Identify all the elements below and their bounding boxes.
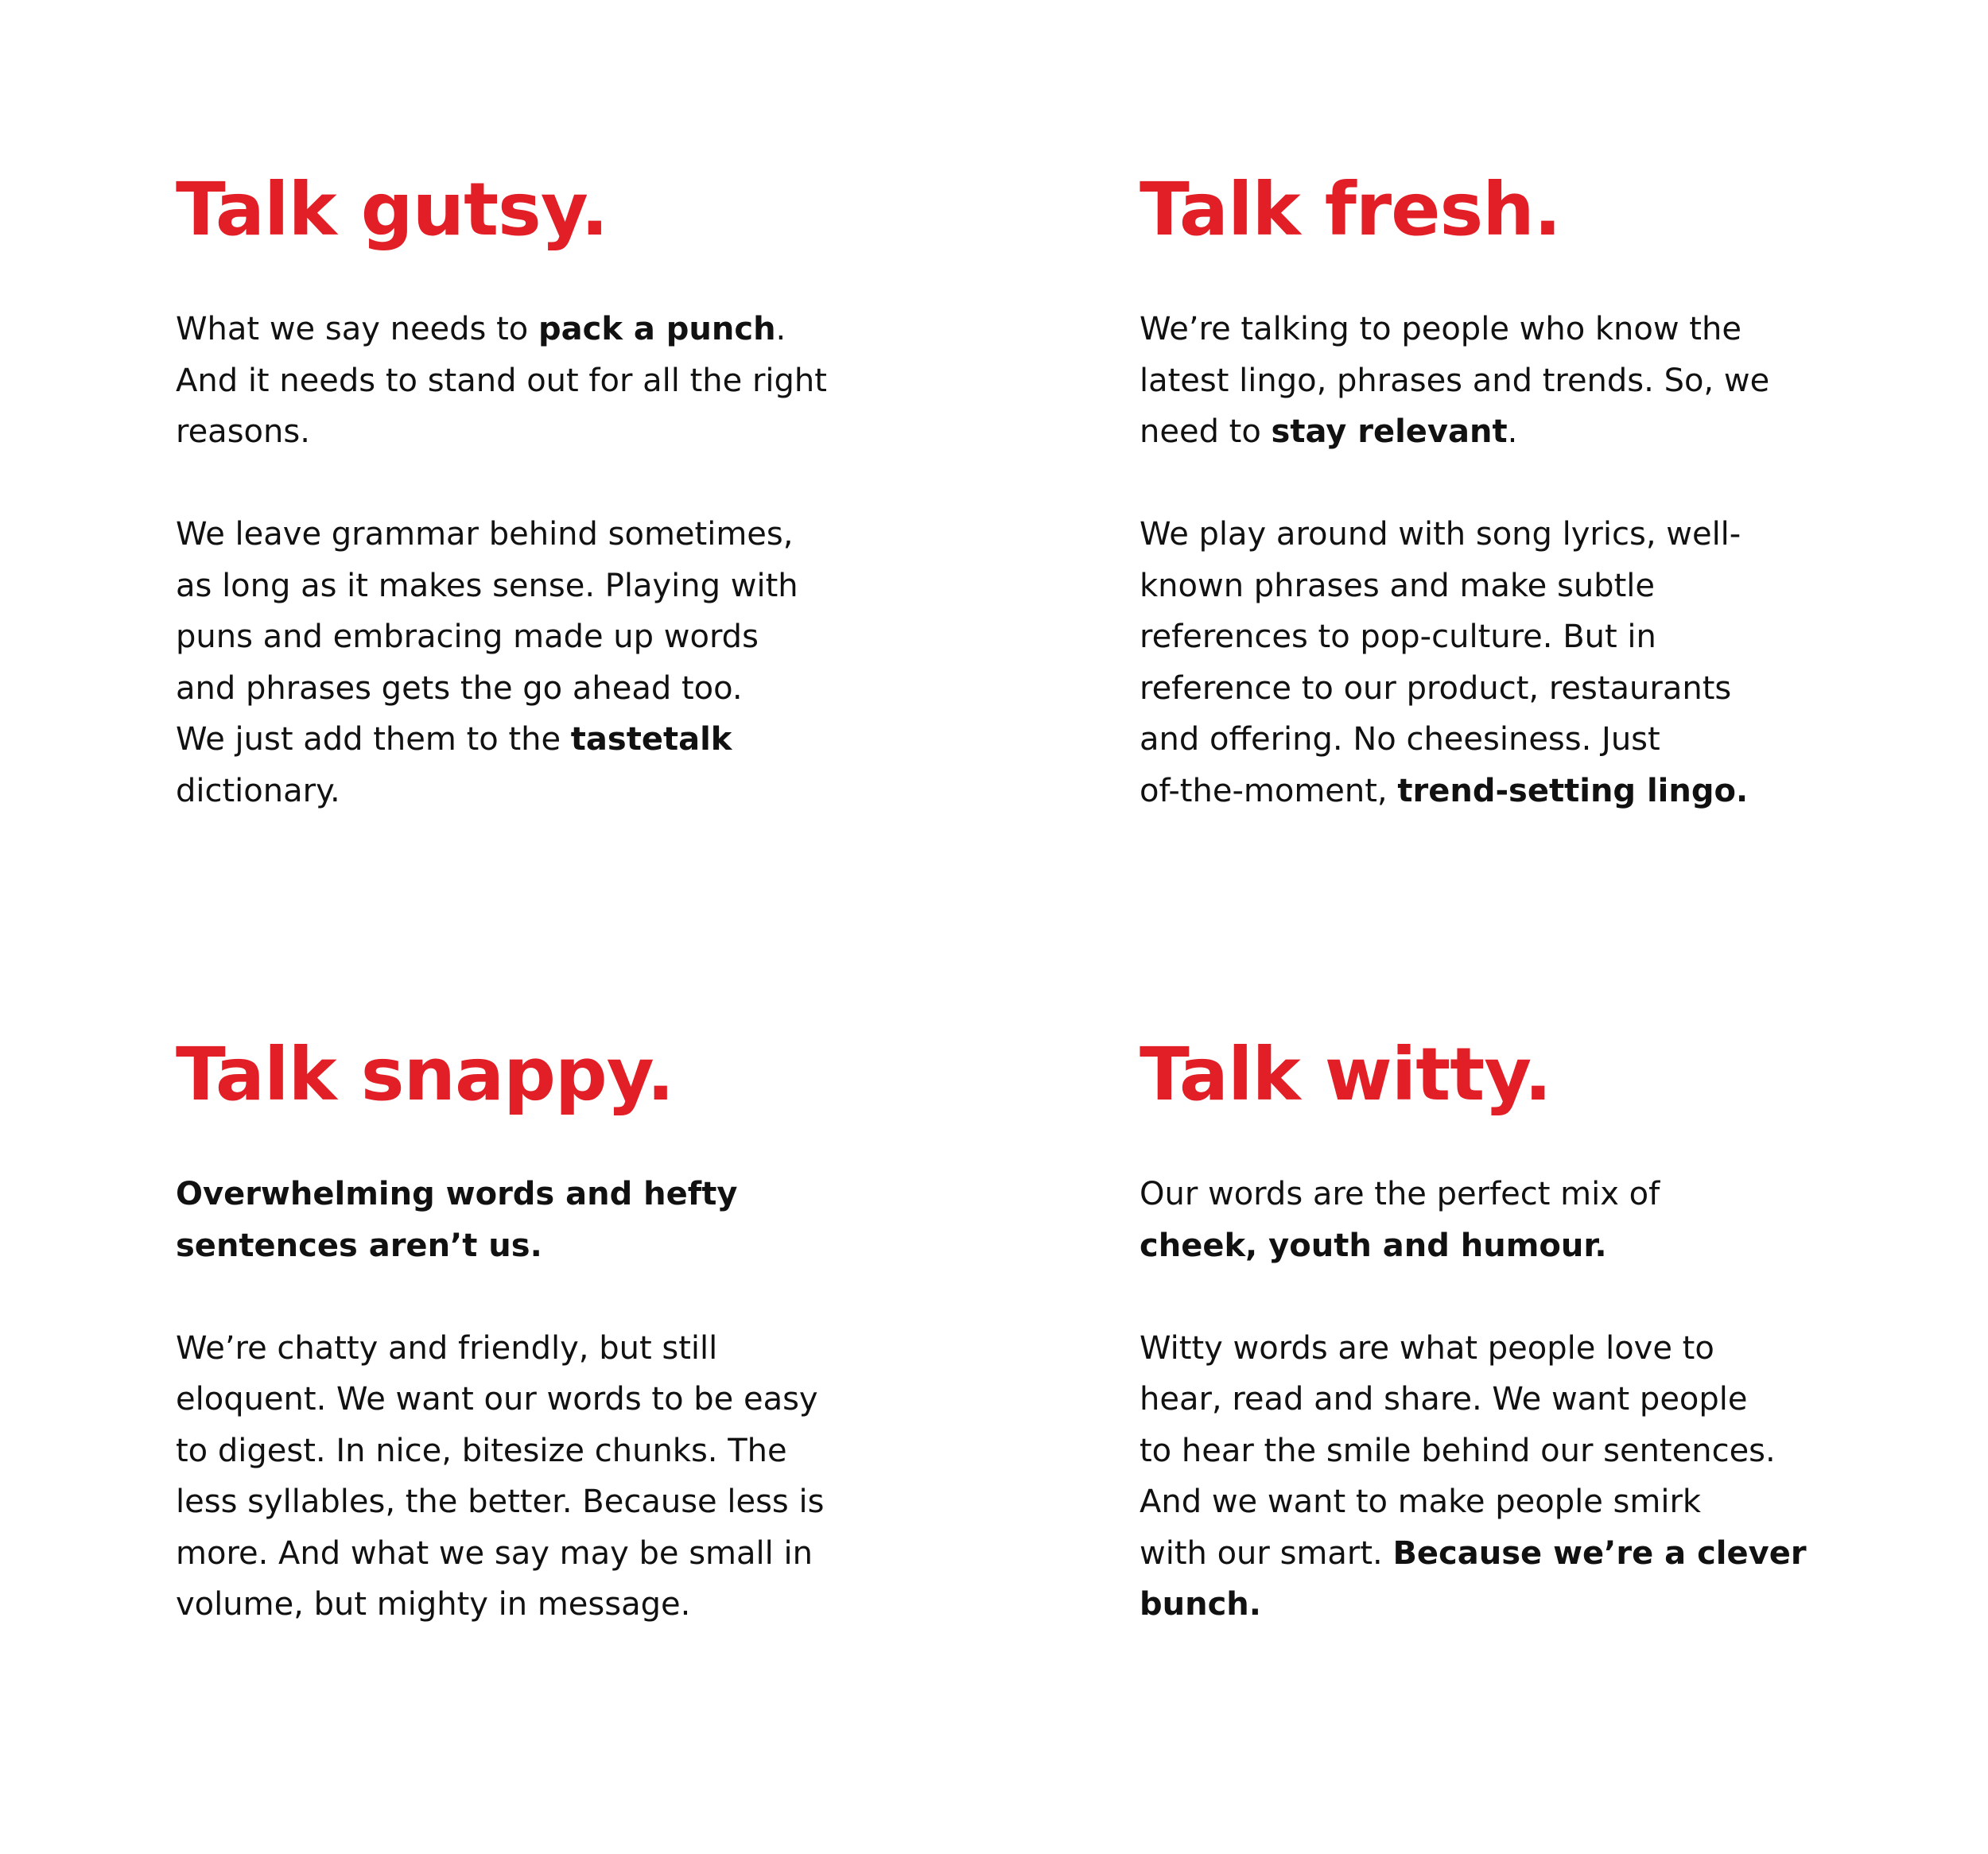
emphasis-text: stay relevant — [1271, 413, 1508, 450]
text-line — [176, 355, 876, 407]
body-text: reference to our product, restaurants — [1140, 669, 1732, 707]
text-line — [176, 1528, 876, 1580]
text-line — [1140, 611, 1839, 663]
body-text: Our words are the perfect mix of — [1140, 1176, 1660, 1212]
text-line — [176, 714, 876, 766]
text-line — [1140, 1169, 1839, 1220]
body-text: latest lingo, phrases and trends. So, we — [1140, 362, 1770, 399]
text-line — [1140, 1579, 1839, 1631]
text-line — [1140, 560, 1839, 612]
body-text: What we say needs to — [176, 311, 538, 347]
paragraph — [1140, 304, 1839, 458]
body-text: We’re talking to people who know the — [1140, 311, 1741, 347]
body-text: And it needs to stand out for all the right — [176, 362, 827, 399]
text-line — [176, 611, 876, 663]
text-line — [1140, 406, 1839, 458]
body-text: hear, read and share. We want people — [1140, 1381, 1748, 1418]
paragraph — [1140, 1323, 1839, 1631]
body-text: and offering. No cheesiness. Just — [1140, 721, 1660, 758]
emphasis-text: cheek, youth and humour. — [1140, 1227, 1607, 1264]
text-line — [1140, 714, 1839, 766]
text-line — [1140, 766, 1839, 817]
body-text: We play around with song lyrics, well- — [1140, 516, 1741, 553]
section-talk-gutsy — [176, 169, 891, 816]
paragraph — [176, 1169, 876, 1271]
body-text: with our smart. — [1140, 1534, 1393, 1572]
body-text: references to pop-culture. But in — [1140, 619, 1656, 655]
body-talk-snappy — [176, 1169, 876, 1631]
body-text: less syllables, the better. Because less is — [176, 1484, 825, 1520]
emphasis-text: Overwhelming words and hefty — [176, 1176, 738, 1212]
text-line — [1140, 663, 1839, 715]
paragraph — [176, 1323, 876, 1631]
paragraph — [176, 509, 876, 816]
text-line — [1140, 1323, 1839, 1375]
text-line — [176, 1374, 876, 1425]
heading-talk-fresh: Talk fresh. — [1140, 167, 1561, 252]
text-line — [1140, 304, 1839, 355]
body-talk-witty — [1140, 1169, 1839, 1631]
emphasis-text: trend-setting lingo. — [1397, 772, 1749, 809]
section-talk-snappy — [176, 1034, 891, 1631]
text-line — [1140, 1374, 1839, 1425]
body-talk-gutsy — [176, 304, 876, 816]
emphasis-text: tastetalk — [570, 721, 732, 758]
text-line — [1140, 1425, 1839, 1477]
body-text: to hear the smile behind our sentences. — [1140, 1432, 1776, 1469]
body-text: . — [1507, 413, 1518, 450]
body-text: We leave grammar behind sometimes, — [176, 516, 794, 553]
body-text: reasons. — [176, 413, 310, 450]
heading-talk-witty: Talk witty. — [1140, 1032, 1551, 1117]
text-line — [176, 663, 876, 715]
body-text: eloquent. We want our words to be easy — [176, 1381, 818, 1418]
emphasis-text: pack a punch — [538, 311, 776, 347]
text-line — [176, 1425, 876, 1477]
body-text: and phrases gets the go ahead too. — [176, 669, 743, 707]
text-line — [176, 1169, 876, 1220]
body-text: We’re chatty and friendly, but still — [176, 1329, 718, 1367]
emphasis-text: Because we’re a clever — [1392, 1534, 1807, 1572]
body-text: as long as it makes sense. Playing with — [176, 567, 798, 604]
body-text: puns and embracing made up words — [176, 619, 759, 655]
text-line — [1140, 1220, 1839, 1272]
heading-talk-snappy: Talk snappy. — [176, 1032, 674, 1117]
text-line — [176, 1323, 876, 1375]
paragraph — [176, 304, 876, 458]
text-line — [176, 1476, 876, 1528]
body-text: more. And what we say may be small in — [176, 1534, 813, 1572]
body-text: volume, but mighty in message. — [176, 1586, 691, 1623]
emphasis-text: sentences aren’t us. — [176, 1227, 542, 1264]
body-text: Witty words are what people love to — [1140, 1329, 1714, 1367]
body-talk-fresh — [1140, 304, 1839, 816]
text-line — [176, 1579, 876, 1631]
body-text: We just add them to the — [176, 721, 571, 758]
section-talk-witty — [1140, 1034, 1855, 1631]
emphasis-text: bunch. — [1140, 1586, 1261, 1623]
body-text: need to — [1140, 413, 1272, 450]
text-line — [1140, 1476, 1839, 1528]
body-text: And we want to make people smirk — [1140, 1484, 1702, 1520]
paragraph — [1140, 509, 1839, 816]
text-line — [176, 560, 876, 612]
text-line — [176, 1220, 876, 1272]
paragraph — [1140, 1169, 1839, 1271]
body-text: known phrases and make subtle — [1140, 567, 1655, 604]
body-text: . — [775, 311, 786, 347]
text-line — [176, 406, 876, 458]
text-line — [1140, 355, 1839, 407]
body-text: dictionary. — [176, 772, 340, 809]
text-line — [176, 509, 876, 560]
body-text: of-the-moment, — [1140, 772, 1398, 809]
text-line — [176, 766, 876, 817]
body-text: to digest. In nice, bitesize chunks. The — [176, 1432, 787, 1469]
heading-talk-gutsy: Talk gutsy. — [176, 167, 608, 252]
text-line — [176, 304, 876, 355]
text-line — [1140, 509, 1839, 560]
section-talk-fresh — [1140, 169, 1855, 816]
text-line — [1140, 1528, 1839, 1580]
